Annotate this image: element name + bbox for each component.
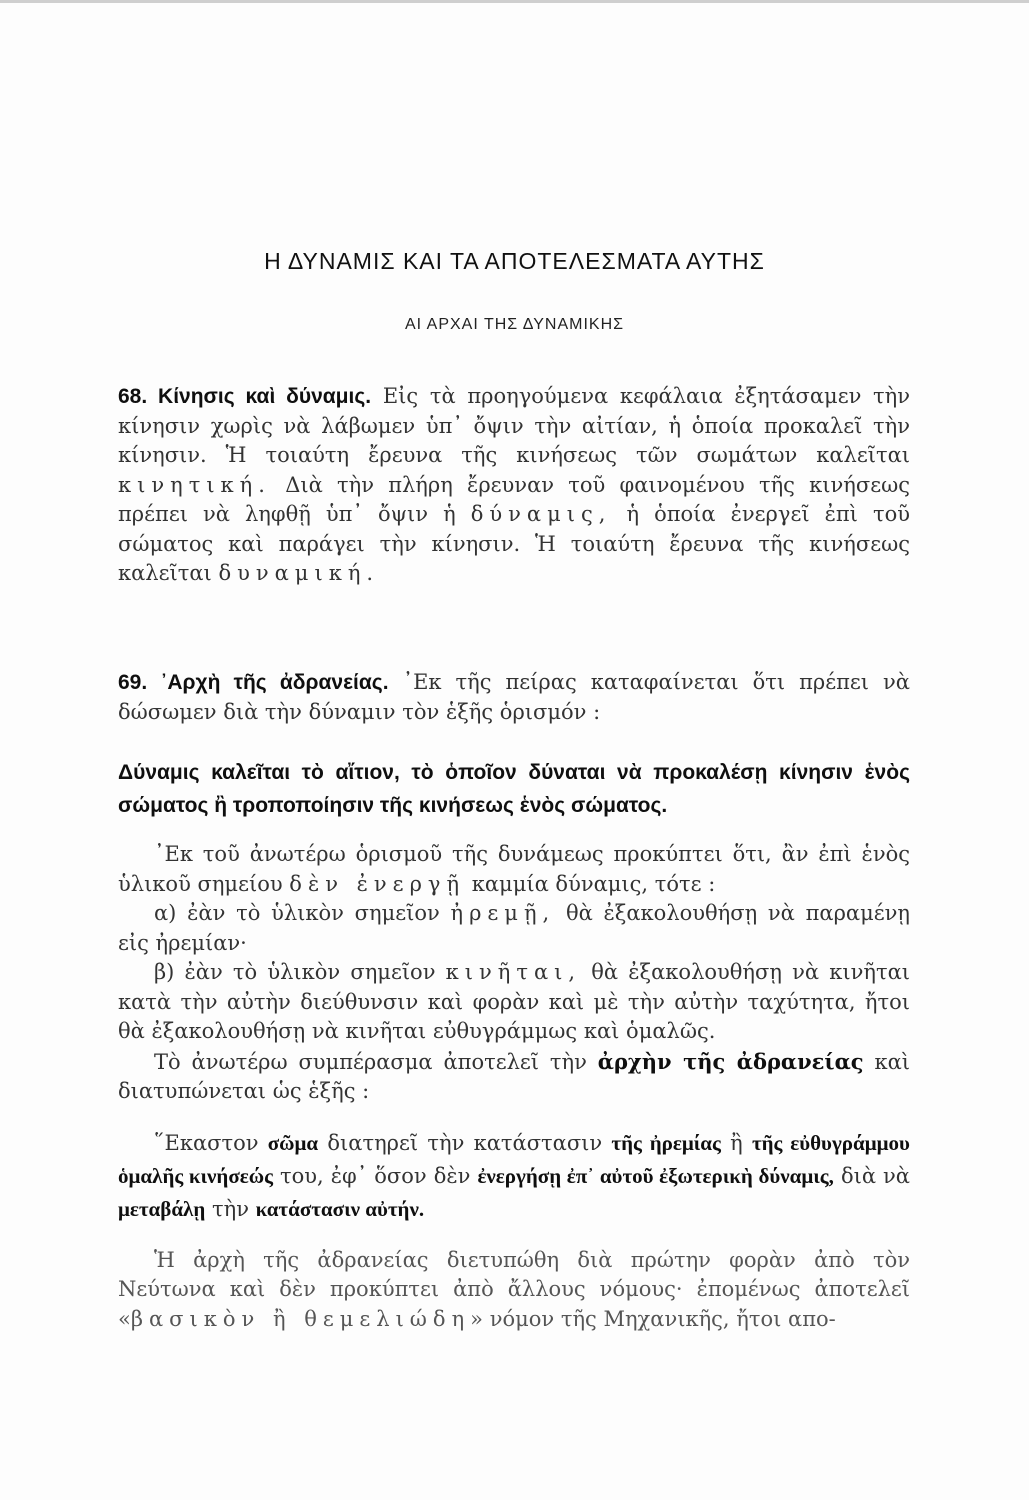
law-word-13: τὴν (212, 1196, 249, 1221)
case-a-text-2: θὰ ἐξακολουθήσῃ νὰ παραμένῃ εἰς ἠρεμίαν· (118, 901, 910, 955)
law-word-2: σῶμα (267, 1130, 319, 1155)
consequence-text-b: ᾿Εκ τοῦ ἀνωτέρω ὁρισμοῦ τῆς δυνάμεως προκύπτει ὅτι, ἂν ἐπὶ ἑνὸς ὑλικοῦ σημείου (118, 842, 910, 896)
term-force: δύναμις, (470, 502, 612, 526)
case-a (118, 899, 910, 958)
force-definition: Δύναμις καλεῖται τὸ αἴτιον, τὸ ὁποῖον δύναται νὰ προκαλέσῃ κίνησιν ἑνὸς σώματος ἢ τροποποίησιν τῆς κινήσεως ἑνὸς σώματος. (118, 761, 910, 817)
chapter-subtitle: ΑΙ ΑΡΧΑΙ ΤΗΣ ΔΥΝΑΜΙΚΗΣ (404, 316, 625, 333)
law-word-6: τῆς ἠρεμίας (611, 1130, 721, 1155)
section-69-intro (118, 668, 910, 727)
law-word-10: ἐνεργήσῃ ἐπ᾽ αὐτοῦ ἐξωτερικὴ δύναμις, (477, 1163, 834, 1188)
term-dynamic: δυναμική. (218, 561, 380, 585)
case-b-term: κινῆται, (445, 960, 582, 984)
section-69-text-a: ᾿Εκ τῆς πείρας καταφαίνεται ὅτι πρέπει νὰ δώσωμεν διὰ τὴν δύναμιν τὸν ἑξῆς ὁρισμόν : (118, 670, 910, 724)
law-word-11: διὰ νὰ (840, 1163, 910, 1188)
history-text-2: » νόμον τῆς Μηχανικῆς, ἤτοι απο- (470, 1306, 836, 1331)
case-a-text-1: α) ἐὰν τὸ ὑλικὸν σημεῖον (154, 901, 440, 925)
inertia-law (118, 1127, 910, 1226)
section-68-text-c: ἡ ὁποία ἐνεργεῖ ἐπὶ τοῦ σώματος καὶ παράγει τὴν κίνησιν. Ἡ τοιαύτη ἔρευνα τῆς κινήσεως καλεῖται (118, 502, 910, 585)
history-term: βασικὸν ἢ θεμελιώδη (130, 1306, 471, 1331)
law-word-7: ἢ (730, 1130, 743, 1155)
section-68 (118, 382, 910, 589)
conclusion (118, 1047, 910, 1107)
term-no-force: δὲν ἐνεργῇ (289, 871, 466, 896)
law-word-3: διατηρεῖ (327, 1130, 419, 1155)
section-68-text-b: Διὰ τὴν πλήρη ἔρευναν τοῦ φαινομένου τῆς κινήσεως πρέπει νὰ ληφθῇ ὑπ᾽ ὄψιν ἡ (118, 472, 910, 526)
term-kinetic: κινητική. (118, 472, 271, 497)
case-b-text-1: β) ἐὰν τὸ ὑλικὸν σημεῖον (154, 960, 436, 984)
section-69 (118, 668, 910, 727)
law-word-8: τῆς εὐθυγράμμου ὁμαλῆς κινήσεώς (118, 1130, 910, 1188)
consequence-paragraph (118, 840, 910, 899)
conclusion-text-1: Τὸ ἀνωτέρω συμπέρασμα ἀποτελεῖ τὴν (154, 1049, 587, 1074)
conclusion-term: ἀρχὴν τῆς ἀδρανείας (597, 1048, 864, 1074)
law-word-14: κατάστασιν αὐτήν. (255, 1196, 425, 1221)
chapter-title: Η ΔΥΝΑΜΙΣ ΚΑΙ ΤΑ ΑΠΟΤΕΛΕΣΜΑΤΑ ΑΥΤΗΣ (264, 248, 765, 274)
force-definition-block (118, 756, 910, 822)
section-69-body (118, 840, 910, 1334)
law-word-5: κατάστασιν (473, 1130, 603, 1155)
law-word-1: ῞Εκαστον (154, 1130, 259, 1155)
section-69-heading: 69. ᾿Αρχὴ τῆς ἀδρανείας. (118, 671, 389, 694)
history-paragraph (118, 1246, 910, 1335)
conclusion-text-2: καὶ διατυπώνεται ὡς ἑξῆς : (118, 1049, 910, 1103)
law-word-4: τὴν (427, 1130, 465, 1155)
scan-edge-line (0, 0, 1029, 3)
section-68-heading: 68. Κίνησις καὶ δύναμις. (118, 385, 372, 408)
case-a-term: ἠρεμῇ, (450, 901, 556, 925)
consequence-text-c: καμμία δύναμις, τότε : (471, 871, 716, 896)
history-text-1: Ἡ ἀρχὴ τῆς ἀδρανείας διετυπώθη διὰ πρώτην φορὰν ἀπὸ τὸν Νεύτωνα καὶ δὲν προκύπτει ἀπὸ ἄλλους νόμους· ἐπομένως ἀποτελεῖ « (118, 1247, 910, 1331)
section-68-paragraph (118, 382, 910, 589)
case-b (118, 958, 910, 1047)
case-b-text-2: θὰ ἐξακολουθήσῃ νὰ κινῆται κατὰ τὴν αὐτὴν διεύθυνσιν καὶ φορὰν καὶ μὲ τὴν αὐτὴν ταχύτητα, ἤτοι θὰ ἐξακολουθήσῃ νὰ κινῆται εὐθυγράμμως καὶ ὁμαλῶς. (118, 960, 910, 1043)
section-68-text-a: Εἰς τὰ προηγούμενα κεφάλαια ἐξητάσαμεν τὴν κίνησιν χωρὶς νὰ λάβωμεν ὑπ᾽ ὄψιν τὴν αἰτίαν, ἡ ὁποία προκαλεῖ τὴν κίνησιν. Ἡ τοιαύτη ἔρευνα τῆς κινήσεως τῶν σωμάτων καλεῖται (118, 384, 910, 467)
law-word-12: μεταβάλῃ (118, 1196, 206, 1221)
law-word-9: του, ἐφ᾽ ὅσον δὲν (280, 1163, 471, 1188)
